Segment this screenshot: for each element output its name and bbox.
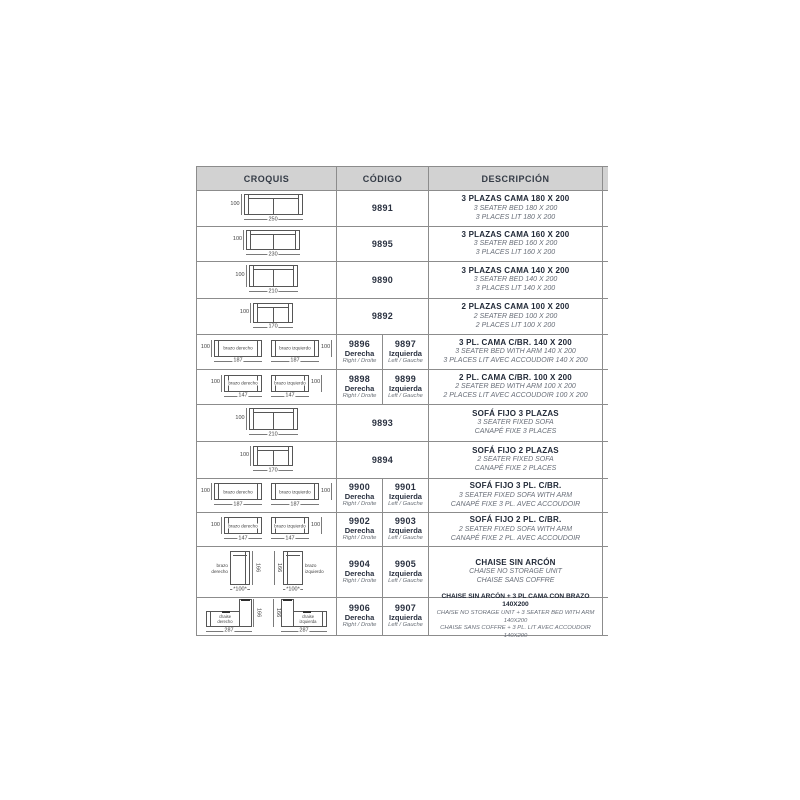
codigo-cell xyxy=(337,227,429,261)
table-row-9893 xyxy=(197,405,608,442)
sofa-right-arm-sketch: 100 brazo derecho 147 xyxy=(211,375,262,400)
cut-sliver xyxy=(603,335,608,369)
table-row-9892 xyxy=(197,299,608,335)
table-row-9895 xyxy=(197,227,608,262)
codigo-cell xyxy=(337,191,429,226)
codigo-cell xyxy=(337,405,429,441)
croquis-cell xyxy=(197,442,337,478)
desc-en: 3 SEATER BED 180 X 200 xyxy=(473,204,558,212)
spec-table xyxy=(196,166,608,639)
cut-sliver xyxy=(603,370,608,404)
header-codigo-label: CÓDIGO xyxy=(362,173,403,184)
cut-sliver xyxy=(603,479,608,512)
table-row-9890 xyxy=(197,262,608,299)
width-dimension: 170 xyxy=(253,324,293,331)
cut-sliver xyxy=(603,442,608,478)
codigo-cell xyxy=(337,442,429,478)
table-row-9900-9901 xyxy=(197,479,608,513)
product-code: 9892 xyxy=(371,311,394,322)
codigo-cell xyxy=(337,262,429,298)
table-header-row xyxy=(197,167,608,191)
width-dimension: 250 xyxy=(244,216,303,223)
width-dimension: 210 xyxy=(249,288,298,295)
product-code: 9895 xyxy=(371,238,394,249)
croquis-cell xyxy=(197,479,337,512)
table-row-9902-9903 xyxy=(197,513,608,547)
header-descripcion xyxy=(429,167,603,190)
sofa-sketch xyxy=(230,194,302,223)
table-row-9894 xyxy=(197,442,608,479)
descripcion-cell: SOFÁ FIJO 2 PL. C/BR. 2 SEATER FIXED SOFA WITH ARM CANAPÉ FIXE 2 PL. AVEC ACCOUDOIR xyxy=(429,513,603,546)
croquis-cell xyxy=(197,598,337,635)
croquis-cell xyxy=(197,299,337,334)
cut-sliver xyxy=(603,191,608,226)
sofa-right-arm-sketch: 100 brazo derecho 187 xyxy=(201,340,262,365)
sofa-arm-sketch-pair: 100 brazo derecho 147 100 brazo izquierdo 147 xyxy=(211,517,322,542)
sofa-sketch: 100 170 xyxy=(240,446,293,474)
height-dimension: 100 xyxy=(233,230,244,250)
codigo-cell: 9898 Derecha Right / Droite 9899 Izquierda Left / Gauche xyxy=(337,370,429,404)
croquis-cell xyxy=(197,513,337,546)
descripcion-cell: CHAISE SIN ARCÓN CHAISE NO STORAGE UNIT CHAISE SANS COFFRE xyxy=(429,547,603,597)
sofa-sketch xyxy=(233,230,300,258)
chaise-left-arm-sketch: brazo izquierdo *100* 166 xyxy=(274,551,328,593)
croquis-cell xyxy=(197,405,337,441)
codigo-cell: 9906 Derecha Right / Droite 9907 Izquierda Left / Gauche xyxy=(337,598,429,635)
code-right-version: 9896 Derecha Right / Droite xyxy=(337,335,383,369)
header-codigo xyxy=(337,167,429,190)
sofa-sketch xyxy=(235,265,297,295)
descripcion-cell: SOFÁ FIJO 3 PL. C/BR. 3 SEATER FIXED SOFA WITH ARM CANAPÉ FIXE 3 PL. AVEC ACCOUDOIR xyxy=(429,479,603,512)
descripcion-cell xyxy=(429,191,603,226)
codigo-cell: 9904 Derecha Right / Droite 9905 Izquierda Left / Gauche xyxy=(337,547,429,597)
descripcion-cell: 3 PL. CAMA C/BR. 140 X 200 3 SEATER BED WITH ARM 140 X 200 3 PLACES LIT AVEC ACCOUDOIR 140 X 200 xyxy=(429,335,603,369)
header-croquis-label: CROQUIS xyxy=(243,173,290,184)
desc-fr: 3 PLACES LIT 180 X 200 xyxy=(475,213,556,221)
sofa-left-arm-sketch: 100 brazo izquierdo 147 xyxy=(271,375,322,400)
sofa-sketch: 100 210 xyxy=(235,408,297,438)
height-dimension: 100 xyxy=(240,303,251,323)
croquis-cell xyxy=(197,227,337,261)
header-croquis xyxy=(197,167,337,190)
table-row-9896-9897 xyxy=(197,335,608,370)
chaise-right-arm-sketch: brazo derecho *100* 166 xyxy=(206,551,260,593)
codigo-cell: 9902 Derecha Right / Droite 9903 Izquierda Left / Gauche xyxy=(337,513,429,546)
product-code: 9894 xyxy=(371,454,394,465)
descripcion-cell: 3 PLAZAS CAMA 140 X 200 3 SEATER BED 140 X 200 3 PLACES LIT 140 X 200 xyxy=(429,262,603,298)
cut-sliver xyxy=(603,299,608,334)
chaise-sofa-left-sketch: chaise izquierda 287 166 xyxy=(273,599,328,635)
croquis-cell xyxy=(197,262,337,298)
croquis-cell xyxy=(197,547,337,597)
header-descripcion-label: DESCRIPCIÓN xyxy=(481,173,550,184)
table-row-9898-9899 xyxy=(197,370,608,405)
codigo-cell: 9900 Derecha Right / Droite 9901 Izquierda Left / Gauche xyxy=(337,479,429,512)
sofa-arm-sketch-pair xyxy=(201,340,332,365)
product-code: 9891 xyxy=(371,203,394,214)
cut-sliver xyxy=(603,227,608,261)
croquis-cell xyxy=(197,191,337,226)
sofa-arm-sketch-pair: 100 brazo derecho 187 100 brazo izquierdo 187 xyxy=(201,483,332,508)
chaise-sofa-sketch-pair xyxy=(206,599,327,635)
descripcion-cell: SOFÁ FIJO 2 PLAZAS 2 SEATER FIXED SOFA CANAPÉ FIXE 2 PLACES xyxy=(429,442,603,478)
product-code: 9890 xyxy=(371,274,394,285)
cut-sliver xyxy=(603,262,608,298)
chaise-sofa-right-sketch: chaise derecho 287 166 xyxy=(206,599,261,635)
codigo-cell xyxy=(337,299,429,334)
sofa-left-arm-sketch: 100 brazo izquierdo 187 xyxy=(271,340,332,365)
sofa-arm-sketch-pair xyxy=(211,375,322,400)
croquis-cell xyxy=(197,335,337,369)
descripcion-cell: 2 PLAZAS CAMA 100 X 200 2 SEATER BED 100 X 200 2 PLACES LIT 100 X 200 xyxy=(429,299,603,334)
table-row-9906-9907 xyxy=(197,592,608,639)
descripcion-cell: CHAISE SIN ARCÓN + 3 PL CAMA CON BRAZO 140X200 CHAISE NO STORAGE UNIT + 3 SEATER BED WITH ARM 140X200 CHAISE SANS COFFRE + 3 PL. LIT AVEC ACCOUDOIR 140X200 xyxy=(429,598,603,635)
croquis-cell xyxy=(197,370,337,404)
width-dimension: 230 xyxy=(246,251,300,258)
height-dimension: 100 xyxy=(235,265,246,287)
code-left-version: 9897 Izquierda Left / Gauche xyxy=(388,338,423,364)
header-cut-sliver xyxy=(603,167,608,190)
descripcion-cell: SOFÁ FIJO 3 PLAZAS 3 SEATER FIXED SOFA CANAPÉ FIXE 3 PLACES xyxy=(429,405,603,441)
product-code: 9893 xyxy=(371,417,394,428)
cut-sliver xyxy=(603,547,608,597)
descripcion-cell: 3 PLAZAS CAMA 160 X 200 3 SEATER BED 160 X 200 3 PLACES LIT 160 X 200 xyxy=(429,227,603,261)
table-row-9891 xyxy=(197,191,608,227)
cut-sliver xyxy=(603,405,608,441)
chaise-sketch-pair xyxy=(206,551,327,593)
height-dimension: 100 xyxy=(230,194,241,215)
cut-sliver xyxy=(603,513,608,546)
desc-es: 3 PLAZAS CAMA 180 X 200 xyxy=(461,194,570,204)
descripcion-cell: 2 PL. CAMA C/BR. 100 X 200 2 SEATER BED WITH ARM 100 X 200 2 PLACES LIT AVEC ACCOUDOIR 100 X 200 xyxy=(429,370,603,404)
codigo-cell xyxy=(337,335,429,369)
table-row-9904-9905 xyxy=(197,547,608,598)
sofa-sketch xyxy=(240,303,293,331)
cut-sliver xyxy=(603,598,608,635)
